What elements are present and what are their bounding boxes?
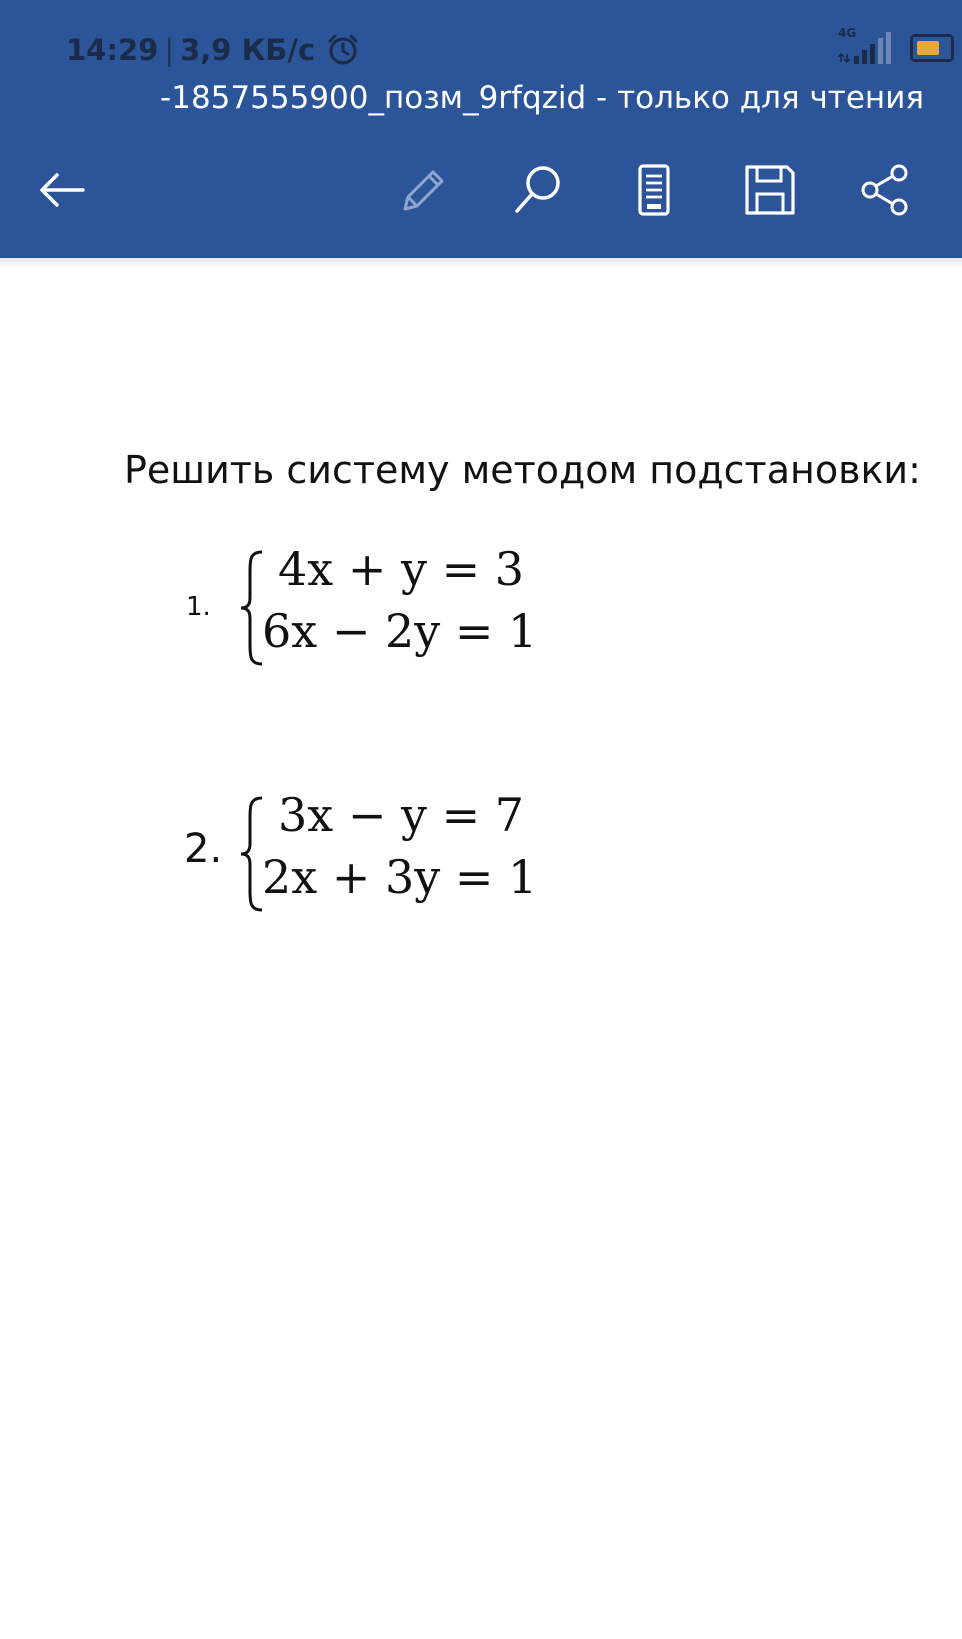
alarm-icon [325, 32, 361, 68]
network-type: 4G [838, 26, 857, 40]
battery-icon [910, 34, 954, 62]
problem-1 [0, 540, 962, 680]
document-heading: Решить систему методом подстановки: [124, 448, 921, 492]
equation: 6x − 2y = 1 [262, 604, 538, 658]
share-button[interactable] [846, 150, 926, 230]
status-bar-right [838, 28, 954, 68]
status-bar-left [66, 30, 361, 70]
search-button[interactable] [498, 150, 578, 230]
status-network-speed: 3,9 КБ/с [180, 33, 316, 67]
header-shadow [0, 258, 962, 268]
toolbar [0, 150, 962, 230]
back-arrow-icon [33, 161, 91, 219]
status-time: 14:29 [66, 33, 159, 67]
problem-number: 1. [186, 592, 211, 622]
signal-icon [838, 26, 894, 66]
mobile-view-icon [625, 161, 683, 219]
equation: 3x − y = 7 [278, 788, 525, 842]
share-icon [857, 161, 915, 219]
app-header [0, 0, 962, 258]
back-button[interactable] [22, 150, 102, 230]
problem-2 [0, 786, 962, 926]
equation: 4x + y = 3 [278, 542, 525, 596]
search-icon [509, 161, 567, 219]
status-separator: | [164, 33, 175, 67]
save-icon [741, 161, 799, 219]
edit-button[interactable] [382, 150, 462, 230]
document-title: -1857555900_позм_9rfqzid - только для чтения [160, 80, 924, 116]
equation: 2x + 3y = 1 [262, 850, 538, 904]
save-button[interactable] [730, 150, 810, 230]
problem-number: 2. [184, 826, 223, 872]
mobile-view-button[interactable] [614, 150, 694, 230]
pencil-icon [393, 161, 451, 219]
